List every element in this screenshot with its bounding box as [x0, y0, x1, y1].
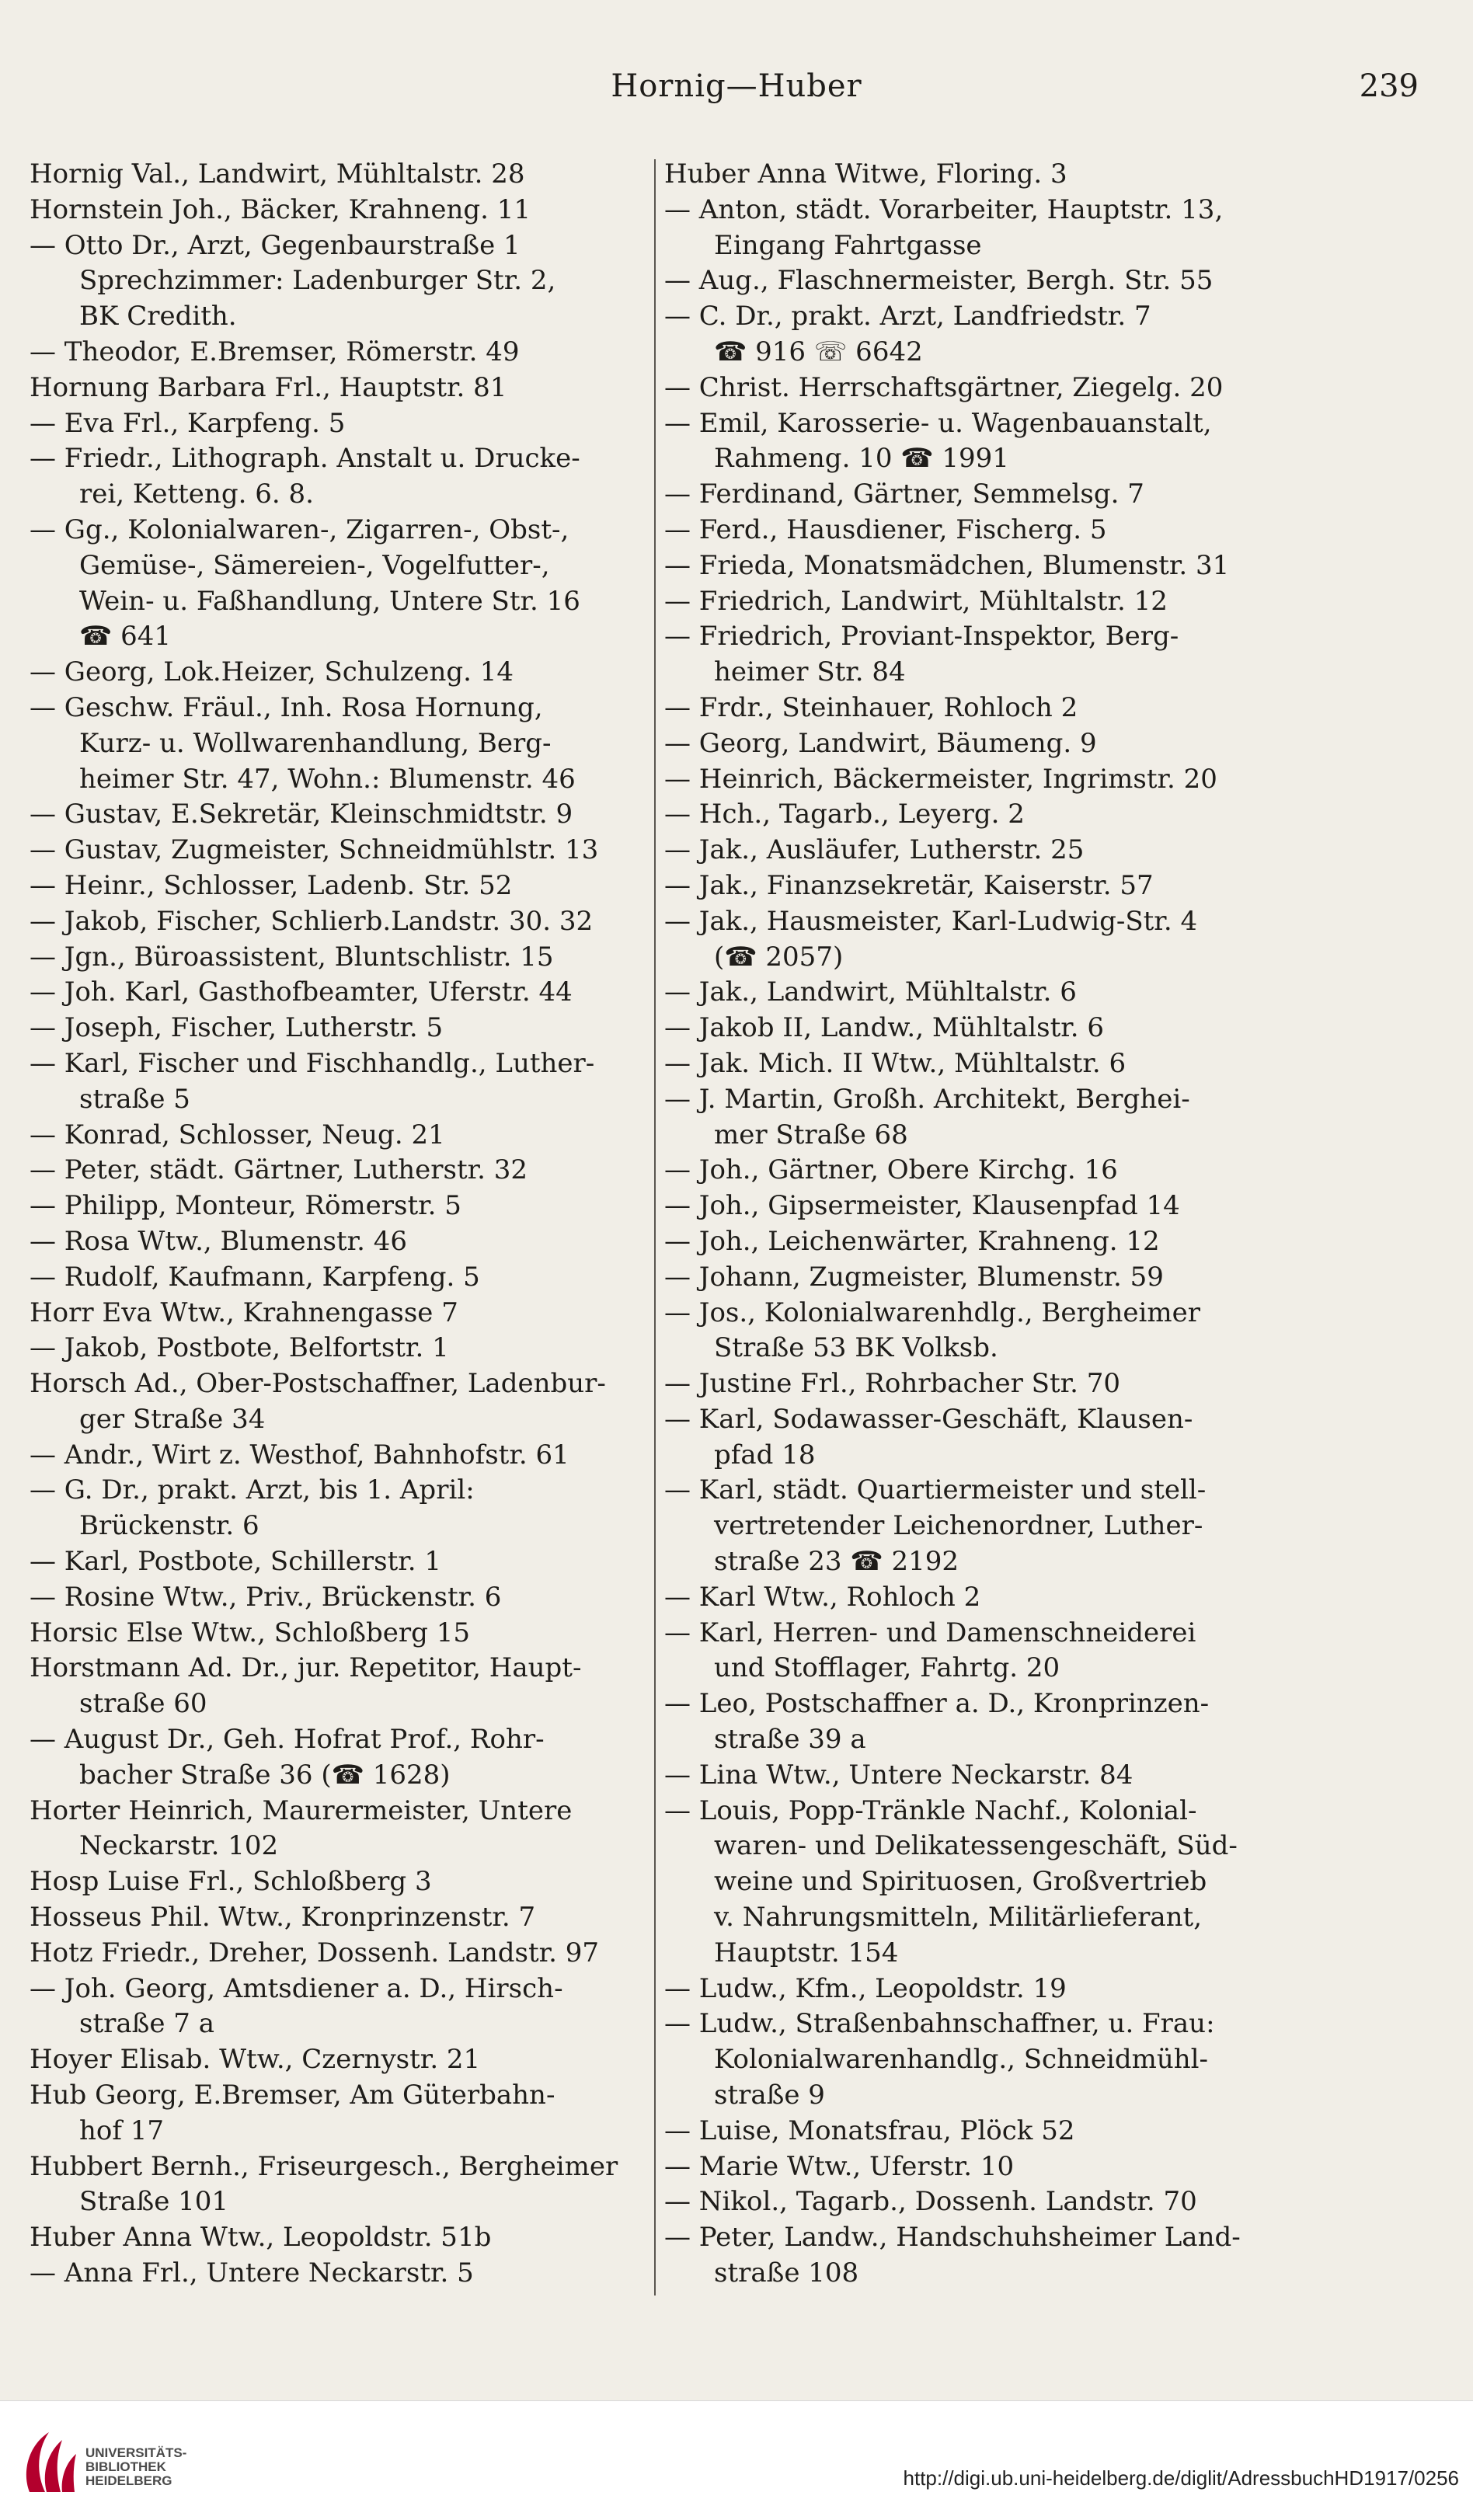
entry-line: Huber Anna Wtw., Leopoldstr. 51b: [30, 2222, 492, 2254]
entry-continuation-line: Straße 53 BK Volksb.: [714, 1332, 998, 1364]
directory-entry: [664, 299, 1294, 371]
directory-entry: [30, 1722, 643, 1794]
directory-entry: [30, 940, 643, 976]
directory-entry: [664, 548, 1294, 584]
entry-continuation-line: straße 5: [79, 1083, 190, 1115]
directory-entry: [664, 1224, 1294, 1260]
directory-entry: [30, 655, 643, 691]
entry-continuation-line: BK Credith.: [79, 301, 237, 332]
directory-entry: [30, 1260, 643, 1296]
directory-entry: [30, 1224, 643, 1260]
directory-entry: [664, 406, 1294, 478]
entry-line: — Nikol., Tagarb., Dossenh. Landstr. 70: [664, 2186, 1197, 2218]
entry-line: — Heinr., Schlosser, Ladenb. Str. 52: [30, 869, 513, 901]
directory-entry: [30, 1794, 643, 1865]
directory-entry: [664, 1402, 1294, 1474]
entry-line: — Friedr., Lithograph. Anstalt u. Drucke-: [30, 443, 580, 475]
directory-entry: [664, 2114, 1294, 2149]
entry-line: — Lina Wtw., Untere Neckarstr. 84: [664, 1759, 1133, 1791]
entry-line: — Rosa Wtw., Blumenstr. 46: [30, 1225, 408, 1257]
entry-line: Hornung Barbara Frl., Hauptstr. 81: [30, 371, 507, 403]
entry-line: — Karl, städt. Quartiermeister und stell-: [664, 1474, 1207, 1506]
entry-continuation-line: ☎ 641: [79, 621, 172, 653]
entry-continuation-line: Gemüse-, Sämereien-, Vogelfutter-,: [79, 549, 550, 581]
entry-continuation-line: straße 23 ☎ 2192: [714, 1546, 959, 1578]
entry-line: — Karl Wtw., Rohloch 2: [664, 1581, 981, 1613]
entry-line: Horter Heinrich, Maurermeister, Untere: [30, 1794, 573, 1826]
entry-line: Horstmann Ad. Dr., jur. Repetitor, Haupt-: [30, 1652, 582, 1684]
entry-line: Horr Eva Wtw., Krahnengasse 7: [30, 1297, 458, 1328]
directory-entry: [30, 2078, 643, 2149]
logo-line: HEIDELBERG: [85, 2473, 172, 2488]
directory-entry: [30, 1936, 643, 1972]
page-header: [0, 68, 1473, 123]
entry-continuation-line: heimer Str. 84: [714, 656, 906, 688]
entry-line: — Karl, Sodawasser-Geschäft, Klausen-: [664, 1403, 1193, 1435]
entry-continuation-line: Neckarstr. 102: [79, 1830, 279, 1862]
entry-continuation-line: Kurz- u. Wollwarenhandlung, Berg-: [79, 727, 552, 759]
directory-entry: [664, 1794, 1294, 1972]
entry-line: — Anna Frl., Untere Neckarstr. 5: [30, 2257, 474, 2289]
logo-line: BIBLIOTHEK: [85, 2459, 166, 2474]
directory-entry: [664, 1260, 1294, 1296]
directory-entry: [664, 584, 1294, 620]
entry-line: — Rudolf, Kaufmann, Karpfeng. 5: [30, 1261, 480, 1293]
entry-line: — Jak., Finanzsekretär, Kaiserstr. 57: [664, 869, 1154, 901]
entry-line: — Jakob, Postbote, Belfortstr. 1: [30, 1332, 449, 1364]
directory-entry: [30, 1473, 643, 1544]
entry-line: — Leo, Postschaffner a. D., Kronprinzen-: [664, 1688, 1210, 1720]
entry-continuation-line: rei, Ketteng. 6. 8.: [79, 479, 314, 510]
entry-line: — Karl, Postbote, Schillerstr. 1: [30, 1546, 442, 1578]
entry-line: — Friedrich, Proviant-Inspektor, Berg-: [664, 621, 1179, 653]
entry-line: — Georg, Lok.Heizer, Schulzeng. 14: [30, 656, 514, 688]
directory-entry: [30, 1153, 643, 1189]
entry-line: — Christ. Herrschaftsgärtner, Ziegelg. 20: [664, 371, 1224, 403]
footer-bar: [0, 2400, 1473, 2520]
directory-entry: [664, 975, 1294, 1011]
entry-line: Hornstein Joh., Bäcker, Krahneng. 11: [30, 193, 531, 225]
entry-line: — Heinrich, Bäckermeister, Ingrimstr. 20: [664, 763, 1217, 795]
entry-line: — Peter, Landw., Handschuhsheimer Land-: [664, 2222, 1241, 2254]
directory-entry: [30, 1011, 643, 1046]
directory-entry: [30, 1972, 643, 2043]
entry-line: — Theodor, E.Bremser, Römerstr. 49: [30, 336, 520, 367]
directory-entry: [664, 904, 1294, 976]
entry-continuation-line: straße 60: [79, 1688, 207, 1720]
directory-entry: [664, 513, 1294, 548]
directory-entry: [664, 1011, 1294, 1046]
entry-line: — Geschw. Fräul., Inh. Rosa Hornung,: [30, 691, 543, 723]
entry-line: — Karl, Fischer und Fischhandlg., Luther-: [30, 1047, 595, 1079]
directory-entry: [30, 335, 643, 371]
entry-line: — C. Dr., prakt. Arzt, Landfriedstr. 7: [664, 301, 1151, 332]
entry-line: Hub Georg, E.Bremser, Am Güterbahn-: [30, 2080, 555, 2111]
directory-entry: [30, 975, 643, 1011]
directory-entry: [664, 1686, 1294, 1758]
entry-line: — J. Martin, Großh. Architekt, Berghei-: [664, 1083, 1190, 1115]
entry-line: — Peter, städt. Gärtner, Lutherstr. 32: [30, 1154, 528, 1186]
left-column: [30, 157, 643, 2292]
entry-continuation-line: Eingang Fahrtgasse: [714, 229, 982, 261]
entry-continuation-line: hof 17: [79, 2115, 165, 2146]
directory-entry: [664, 1296, 1294, 1367]
entry-continuation-line: heimer Str. 47, Wohn.: Blumenstr. 46: [79, 763, 576, 795]
directory-entry: [30, 904, 643, 940]
directory-entry: [664, 1580, 1294, 1616]
directory-entry: [30, 833, 643, 868]
entry-line: — Luise, Monatsfrau, Plöck 52: [664, 2115, 1075, 2146]
page-number: 239: [1359, 68, 1419, 104]
entry-line: — Joh., Gärtner, Obere Kirchg. 16: [664, 1154, 1118, 1186]
entry-line: — Gustav, E.Sekretär, Kleinschmidtstr. 9: [30, 799, 573, 830]
directory-entry: [30, 1864, 643, 1900]
entry-line: — Karl, Herren- und Damenschneiderei: [664, 1617, 1196, 1648]
directory-entry: [664, 2220, 1294, 2292]
library-logo-text: [85, 2446, 186, 2488]
entry-continuation-line: (☎ 2057): [714, 941, 844, 973]
entry-line: Huber Anna Witwe, Floring. 3: [664, 158, 1067, 190]
entry-line: — Frieda, Monatsmädchen, Blumenstr. 31: [664, 549, 1230, 581]
entry-continuation-line: Straße 101: [79, 2186, 229, 2218]
directory-entry: [30, 797, 643, 833]
directory-entry: [30, 1438, 643, 1474]
entry-continuation-line: straße 9: [714, 2080, 825, 2111]
entry-line: — Johann, Zugmeister, Blumenstr. 59: [664, 1261, 1164, 1293]
entry-continuation-line: v. Nahrungsmitteln, Militärlieferant,: [714, 1902, 1203, 1934]
directory-entry: [30, 513, 643, 655]
directory-entry: [30, 2256, 643, 2292]
directory-entry: [30, 1651, 643, 1722]
directory-entry: [664, 477, 1294, 513]
entry-line: — Jak. Mich. II Wtw., Mühltalstr. 6: [664, 1047, 1127, 1079]
directory-entry: [30, 2220, 643, 2256]
entry-continuation-line: Brückenstr. 6: [79, 1510, 259, 1542]
entry-line: — Eva Frl., Karpfeng. 5: [30, 407, 346, 439]
directory-entry: [30, 1900, 643, 1936]
directory-entry: [30, 868, 643, 904]
entry-line: Hosseus Phil. Wtw., Kronprinzenstr. 7: [30, 1902, 536, 1934]
directory-entry: [30, 1580, 643, 1616]
entry-line: — Louis, Popp-Tränkle Nachf., Kolonial-: [664, 1794, 1197, 1826]
entry-line: Hubbert Bernh., Friseurgesch., Bergheimer: [30, 2150, 618, 2182]
entry-continuation-line: pfad 18: [714, 1439, 816, 1471]
entry-line: — Ferdinand, Gärtner, Semmelsg. 7: [664, 479, 1144, 510]
entry-continuation-line: ☎ 916 ☏ 6642: [714, 336, 923, 367]
entry-line: — Jak., Ausläufer, Lutherstr. 25: [664, 834, 1085, 866]
right-column: [664, 157, 1294, 2292]
entry-continuation-line: waren- und Delikatessengeschäft, Süd-: [714, 1830, 1238, 1862]
directory-entry: [664, 1758, 1294, 1794]
entry-line: — Jak., Hausmeister, Karl-Ludwig-Str. 4: [664, 905, 1198, 937]
directory-entry: [30, 1544, 643, 1580]
entry-line: Hosp Luise Frl., Schloßberg 3: [30, 1866, 432, 1898]
directory-entry: [30, 2149, 643, 2221]
entry-line: — Jakob, Fischer, Schlierb.Landstr. 30. 32: [30, 905, 594, 937]
directory-entry: [664, 691, 1294, 726]
directory-entry: [30, 157, 643, 193]
directory-entry: [664, 1972, 1294, 2007]
entry-line: Hotz Friedr., Dreher, Dossenh. Landstr. 97: [30, 1937, 600, 1968]
entry-line: Hornig Val., Landwirt, Mühltalstr. 28: [30, 158, 525, 190]
entry-line: — Aug., Flaschnermeister, Bergh. Str. 55: [664, 265, 1214, 297]
directory-entry: [30, 193, 643, 228]
entry-line: — Jgn., Büroassistent, Bluntschlistr. 15: [30, 941, 554, 973]
entry-continuation-line: mer Straße 68: [714, 1119, 908, 1150]
directory-entry: [30, 1366, 643, 1438]
entry-line: — Jak., Landwirt, Mühltalstr. 6: [664, 976, 1077, 1008]
directory-entry: [664, 797, 1294, 833]
entry-line: — G. Dr., prakt. Arzt, bis 1. April:: [30, 1474, 475, 1506]
entry-continuation-line: Sprechzimmer: Ladenburger Str. 2,: [79, 265, 556, 297]
entry-continuation-line: Rahmeng. 10 ☎ 1991: [714, 443, 1009, 475]
entry-line: — Jakob II, Landw., Mühltalstr. 6: [664, 1012, 1104, 1044]
directory-entry: [664, 263, 1294, 299]
entry-continuation-line: straße 39 a: [714, 1724, 866, 1756]
entry-line: — Friedrich, Landwirt, Mühltalstr. 12: [664, 585, 1168, 617]
directory-entry: [30, 406, 643, 442]
entry-continuation-line: weine und Spirituosen, Großvertrieb: [714, 1866, 1207, 1898]
directory-entry: [664, 371, 1294, 406]
entry-line: — Anton, städt. Vorarbeiter, Hauptstr. 13,: [664, 193, 1224, 225]
directory-entry: [30, 441, 643, 513]
entry-line: — Ludw., Straßenbahnschaffner, u. Frau:: [664, 2008, 1215, 2040]
entry-continuation-line: Kolonialwarenhandlg., Schneidmühl-: [714, 2044, 1209, 2076]
directory-entry: [30, 1118, 643, 1154]
directory-entry: [664, 193, 1294, 264]
directory-entry: [664, 1046, 1294, 1082]
directory-entry: [664, 833, 1294, 868]
entry-line: — Rosine Wtw., Priv., Brückenstr. 6: [30, 1581, 502, 1613]
entry-line: Hoyer Elisab. Wtw., Czernystr. 21: [30, 2044, 481, 2076]
entry-line: — Andr., Wirt z. Westhof, Bahnhofstr. 61: [30, 1439, 569, 1471]
directory-entry: [664, 1616, 1294, 1687]
directory-entry: [664, 2149, 1294, 2185]
entry-line: — Joh. Karl, Gasthofbeamter, Uferstr. 44: [30, 976, 573, 1008]
entry-line: — Hch., Tagarb., Leyerg. 2: [664, 799, 1025, 830]
directory-entry: [664, 157, 1294, 193]
directory-entry: [664, 1153, 1294, 1189]
entry-line: — Justine Frl., Rohrbacher Str. 70: [664, 1368, 1121, 1400]
entry-line: — Emil, Karosserie- u. Wagenbauanstalt,: [664, 407, 1212, 439]
directory-entry: [30, 1331, 643, 1366]
directory-entry: [30, 691, 643, 797]
entry-line: — Philipp, Monteur, Römerstr. 5: [30, 1190, 461, 1222]
directory-entry: [30, 1616, 643, 1652]
directory-entry: [664, 1082, 1294, 1154]
directory-entry: [664, 1366, 1294, 1402]
source-url-link[interactable]: http://digi.ub.uni-heidelberg.de/diglit/AdressbuchHD1917/0256: [903, 2466, 1459, 2490]
entry-line: — Joh. Georg, Amtsdiener a. D., Hirsch-: [30, 1972, 563, 2004]
directory-entry: [664, 619, 1294, 691]
directory-entry: [30, 1296, 643, 1331]
entry-line: Horsch Ad., Ober-Postschaffner, Ladenbur-: [30, 1368, 606, 1400]
directory-entry: [664, 2184, 1294, 2220]
entry-continuation-line: vertretender Leichenordner, Luther-: [714, 1510, 1203, 1542]
running-head: Hornig—Huber: [611, 68, 862, 104]
entry-line: Horsic Else Wtw., Schloßberg 15: [30, 1617, 470, 1648]
entry-line: — Joseph, Fischer, Lutherstr. 5: [30, 1012, 444, 1044]
column-divider: [654, 159, 656, 2295]
entry-line: — Ludw., Kfm., Leopoldstr. 19: [664, 1972, 1067, 2004]
entry-line: — Jos., Kolonialwarenhdlg., Bergheimer: [664, 1297, 1200, 1328]
directory-entry: [664, 1473, 1294, 1579]
directory-entry: [30, 371, 643, 406]
directory-entry: [664, 2007, 1294, 2113]
entry-line: — Gustav, Zugmeister, Schneidmühlstr. 13: [30, 834, 599, 866]
entry-line: — August Dr., Geh. Hofrat Prof., Rohr-: [30, 1724, 545, 1756]
logo-line: UNIVERSITÄTS-: [85, 2445, 187, 2460]
directory-entry: [664, 868, 1294, 904]
entry-continuation-line: bacher Straße 36 (☎ 1628): [79, 1759, 451, 1791]
entry-line: — Georg, Landwirt, Bäumeng. 9: [664, 727, 1097, 759]
entry-continuation-line: und Stofflager, Fahrtg. 20: [714, 1652, 1060, 1684]
directory-entry: [664, 1189, 1294, 1224]
directory-entry: [30, 1189, 643, 1224]
entry-continuation-line: Wein- u. Faßhandlung, Untere Str. 16: [79, 585, 580, 617]
directory-entry: [30, 228, 643, 335]
entry-line: — Marie Wtw., Uferstr. 10: [664, 2150, 1015, 2182]
entry-line: — Frdr., Steinhauer, Rohloch 2: [664, 691, 1078, 723]
entry-continuation-line: Hauptstr. 154: [714, 1937, 899, 1968]
entry-continuation-line: ger Straße 34: [79, 1403, 266, 1435]
directory-entry: [30, 2042, 643, 2078]
directory-entry: [30, 1046, 643, 1118]
entry-line: — Gg., Kolonialwaren-, Zigarren-, Obst-,: [30, 513, 569, 545]
entry-line: — Ferd., Hausdiener, Fischerg. 5: [664, 513, 1107, 545]
entry-continuation-line: straße 108: [714, 2257, 859, 2289]
entry-line: — Joh., Gipsermeister, Klausenpfad 14: [664, 1190, 1180, 1222]
entry-line: — Joh., Leichenwärter, Krahneng. 12: [664, 1225, 1160, 1257]
entry-line: — Konrad, Schlosser, Neug. 21: [30, 1119, 445, 1150]
directory-entry: [664, 726, 1294, 762]
entry-continuation-line: straße 7 a: [79, 2008, 214, 2040]
entry-line: — Otto Dr., Arzt, Gegenbaurstraße 1: [30, 229, 521, 261]
directory-entry: [664, 762, 1294, 798]
